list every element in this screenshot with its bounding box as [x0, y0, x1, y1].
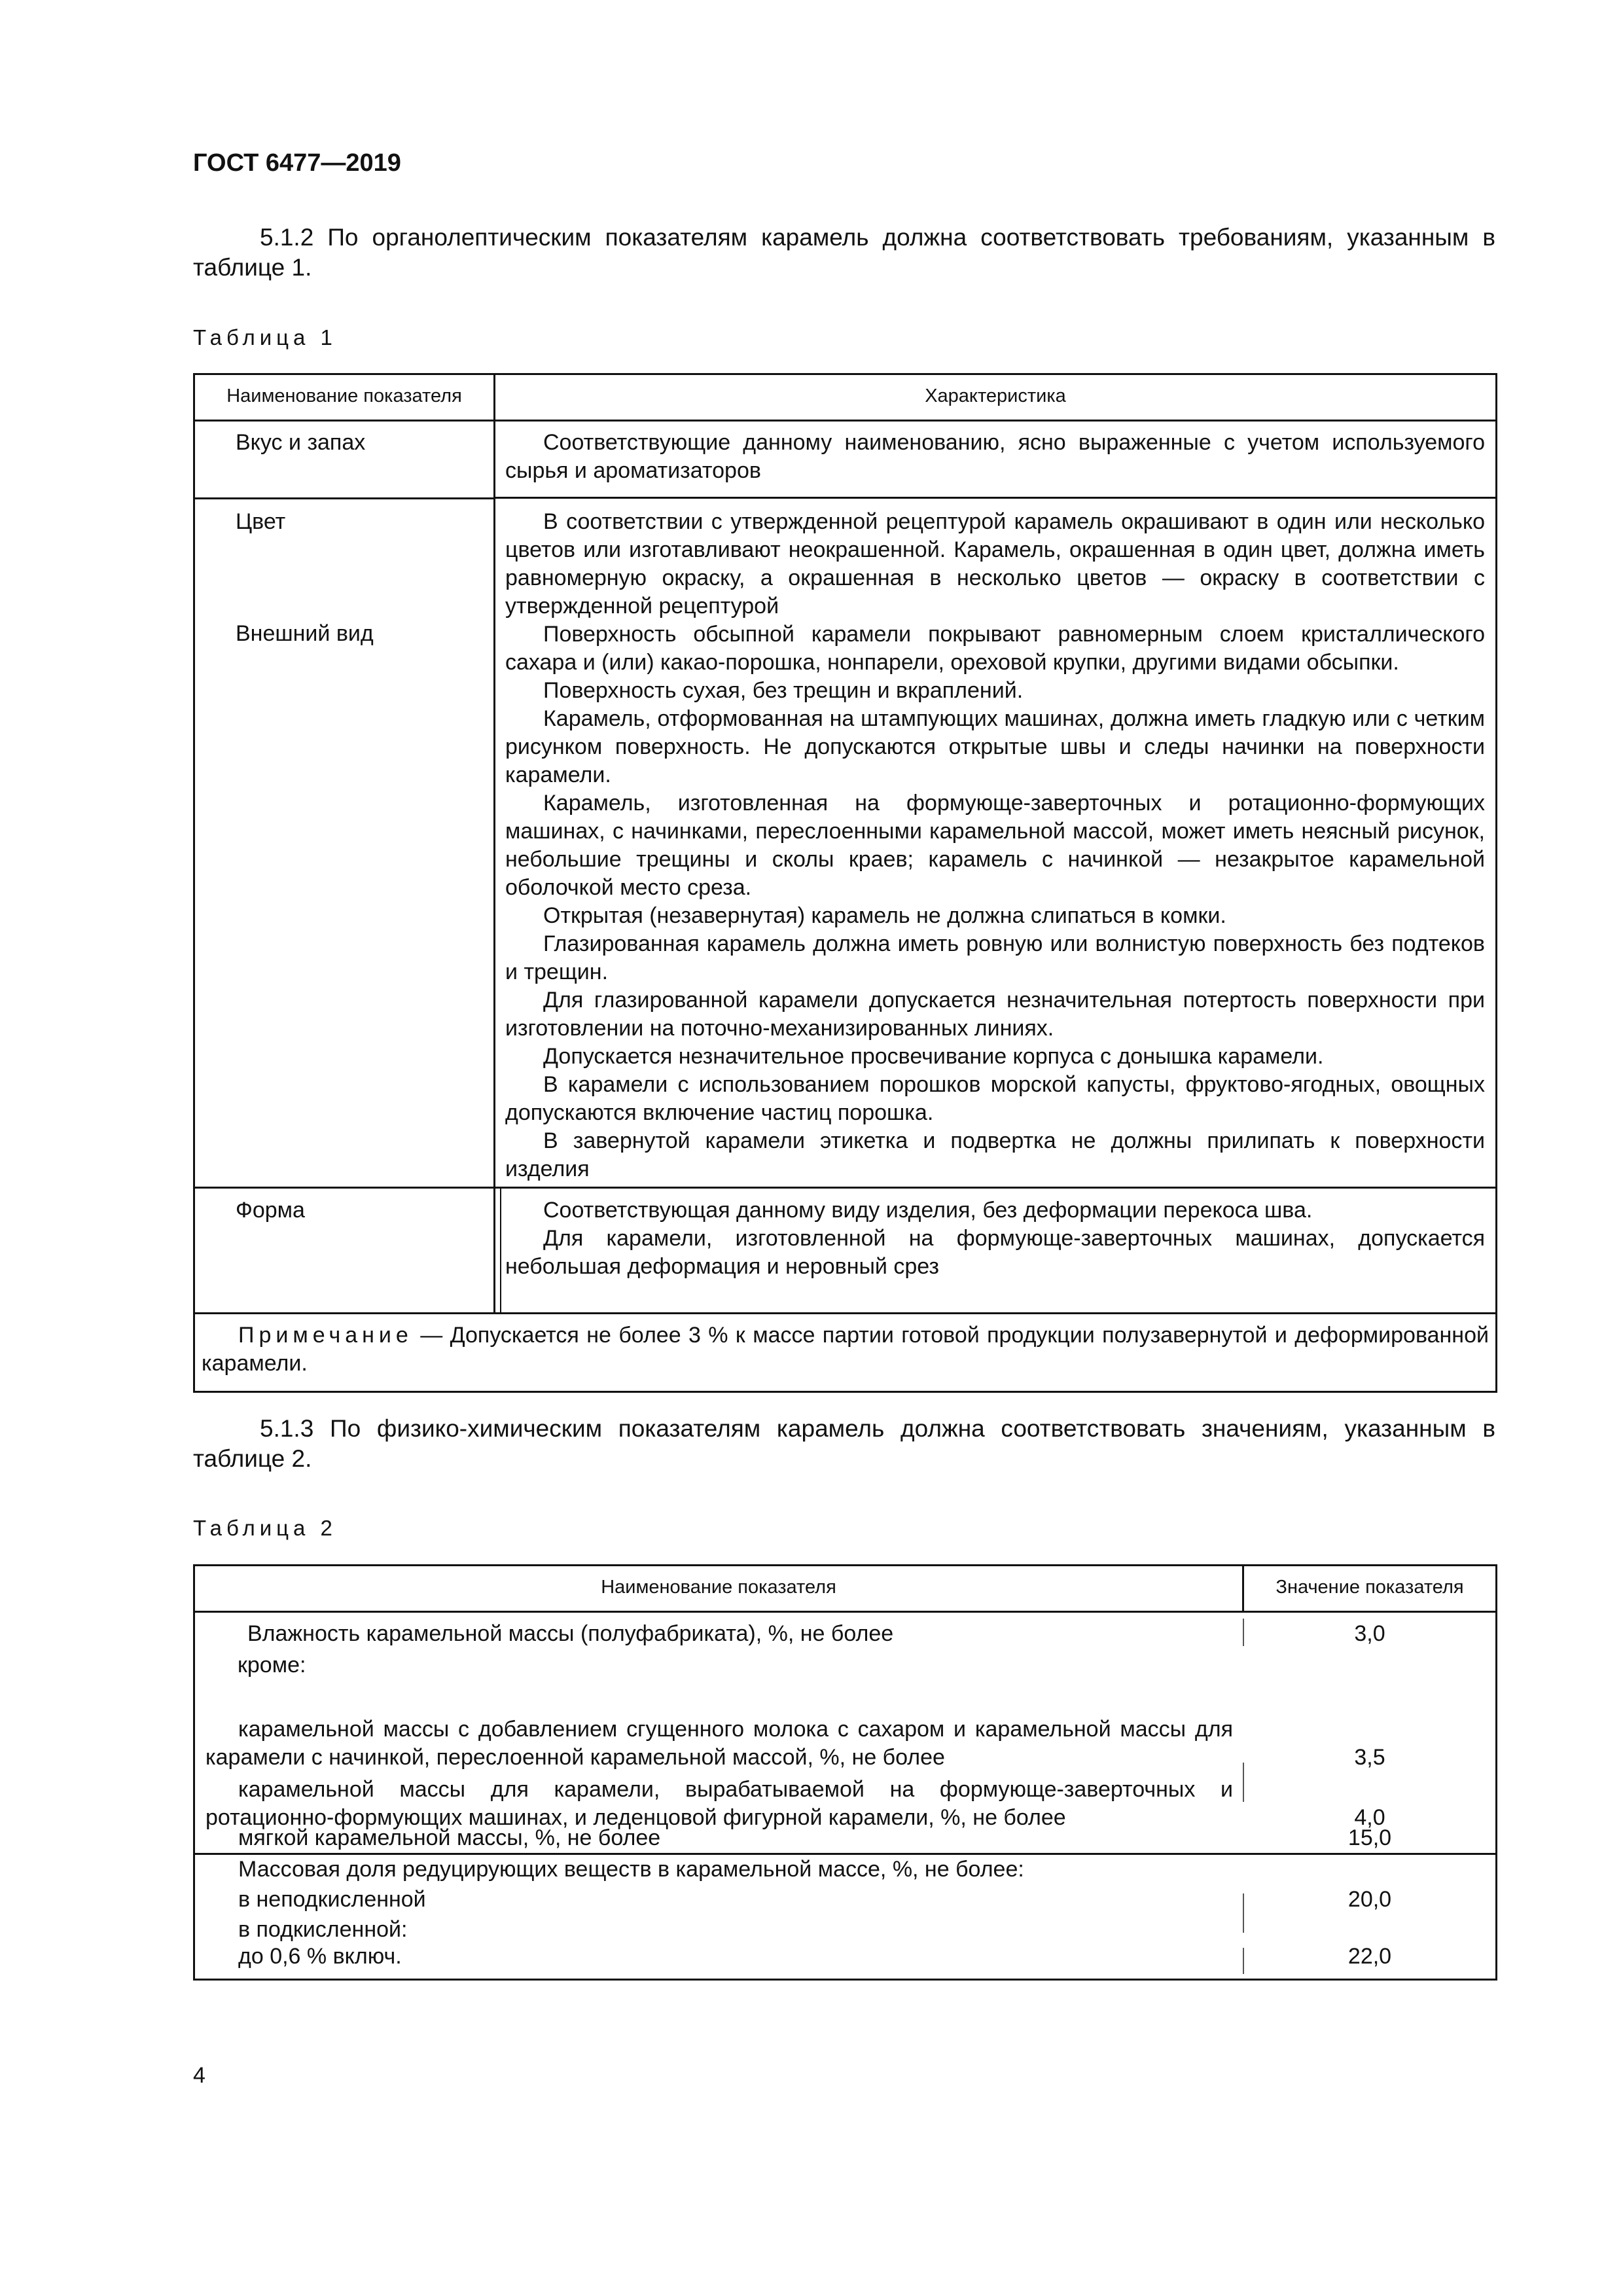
table2: [193, 1564, 1497, 1981]
moisture-title-value: 3,0: [1354, 1621, 1385, 1646]
reducing-acid: в подкисленной:: [238, 1917, 408, 1942]
table2-header-name: Наименование показателя: [601, 1577, 836, 1598]
moisture-item2: карамельной массы для карамели, вырабатываемой на формующе-заверточных и ротационно-формующих машинах, и леденцовой фигурной карамели, %, не более: [205, 1777, 1233, 1830]
reducing-unacid: в неподкисленной: [238, 1887, 426, 1912]
page-number: 4: [193, 2063, 205, 2088]
reducing-unacid-value: 20,0: [1347, 1887, 1392, 1912]
reducing-title: Массовая доля редуцирующих веществ в карамельной массе, %, не более:: [238, 1857, 1024, 1882]
document-header: ГОСТ 6477—2019: [193, 149, 401, 177]
paragraph-5-1-2: 5.1.2 По органолептическим показателям карамель должна соответствовать требованиям, указанным в таблице 1.: [193, 224, 1495, 281]
table1-row-taste-name: Вкус и запах: [236, 430, 366, 455]
moisture-item3: мягкой карамельной массы, %, не более: [238, 1825, 661, 1850]
table1-row-appearance-text: В соответствии с утвержденной рецептурой карамель окрашивают в один или несколько цветов или изготавливают неокрашенной. Карамель, окрашенная в один цвет, должна иметь равномерную окраску, а окрашенная в несколько цветов — окраску в соответствии с утвержденной рецептурой Поверхность обсыпной карамели покрывают равномерным слоем кристаллического сахара и (или) какао-порошка, нонпарели, ореховой крупки, другими видами обсыпки. Поверхность сухая, без трещин и вкраплений. Карамель, отформованная на штампующих машинах, должна иметь гладкую или с четким рисунком поверхность. Не допускаются открытые швы и следы начинки на поверхности карамели. Карамель, изготовленная на формующе-заверточных и ротационно-формующих машинах, с начинками, переслоенными карамельной массой, может иметь неясный рисунок, небольшие трещины и сколы краев; карамель с начинкой — незакрытое карамельной оболочкой место среза. Открытая (незавернутая) карамель не должна слипаться в комки. Глазированная карамель должна иметь ровную или волнистую поверхность без подтеков и трещин. Для глазированной карамели допускается незначительная потертость поверхности при изготовлении на поточно-механизированных линиях. Допускается незначительное просвечивание корпуса с донышка карамели. В карамели с использованием порошков морской капусты, фруктово-ягодных, овощных допускаются включение частиц порошка. В завернутой карамели этикетка и подвертка не должны прилипать к поверхности изделия: [505, 509, 1485, 1181]
table2-header-value: Значение показателя: [1275, 1577, 1464, 1598]
table1-header-name: Наименование показателя: [226, 386, 462, 406]
moisture-item2-value: 4,0: [1354, 1805, 1385, 1830]
moisture-item1: карамельной массы с добавлением сгущенного молока с сахаром и карамельной массы для карамели с начинкой, переслоенной карамельной массой, %, не более: [205, 1717, 1233, 1770]
note-label: Примечание: [238, 1323, 413, 1348]
moisture-title: Влажность карамельной массы (полуфабриката), %, не более: [247, 1621, 894, 1646]
moisture-except: кроме:: [238, 1653, 306, 1677]
table1-row-shape-name: Форма: [236, 1198, 305, 1223]
table1-column-divider: [493, 375, 495, 1312]
reducing-upto-value: 22,0: [1347, 1944, 1392, 1969]
table1-row-appearance-name: Внешний вид: [236, 621, 374, 646]
moisture-item3-value: 15,0: [1347, 1825, 1392, 1850]
table1: [193, 373, 1497, 1393]
table1-note: [195, 1321, 1495, 1378]
table2-caption: Таблица 2: [193, 1516, 337, 1540]
table1-row-color-name: Цвет: [236, 509, 286, 534]
reducing-upto: до 0,6 % включ.: [238, 1944, 402, 1969]
table1-caption: Таблица 1: [193, 325, 337, 350]
moisture-item1-value: 3,5: [1354, 1745, 1385, 1770]
note-text: — Допускается не более 3 % к массе партии готовой продукции полузавернутой и деформированной карамели.: [202, 1323, 1489, 1376]
paragraph-5-1-3: 5.1.3 По физико-химическим показателям карамель должна соответствовать значениям, указанным в таблице 2.: [193, 1415, 1495, 1472]
table1-row-taste-text: Соответствующие данному наименованию, ясно выраженные с учетом используемого сырья и ароматизаторов: [505, 430, 1485, 483]
table1-header-characteristic: Характеристика: [925, 386, 1066, 406]
table1-row-shape-text: Соответствующая данному виду изделия, без деформации перекоса шва. Для карамели, изготовленной на формующе-заверточных машинах, допускается небольшая деформация и неровный срез: [505, 1198, 1485, 1279]
